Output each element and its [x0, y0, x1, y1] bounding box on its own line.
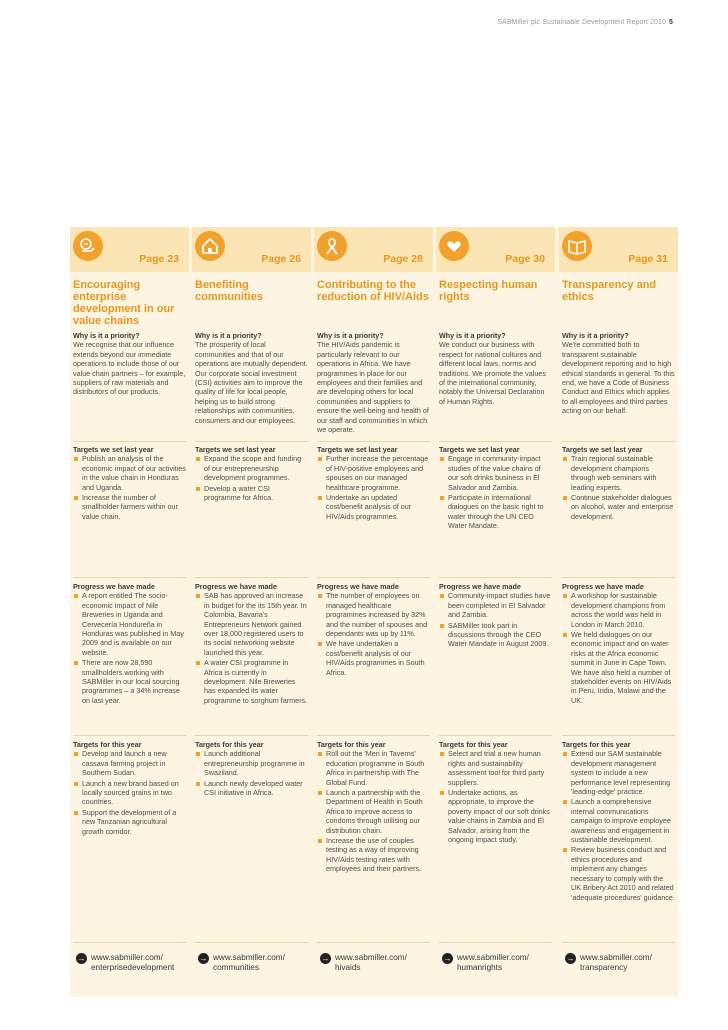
link-url: www.sabmiller.com/ enterprisedevelopment [91, 953, 175, 972]
arrow-right-icon [198, 953, 209, 964]
heart-hand-icon [439, 231, 469, 261]
targets-this-list [439, 749, 552, 844]
targets-last-year-section [314, 445, 433, 522]
progress-list [195, 591, 308, 705]
list-item: SAB has approved an increase in budget for the its 15th year. In Colombia, Bavaria's Entrepreneurs Network gained over 18,000 registered users to its social networking website launched this year. [195, 591, 308, 657]
list-item: Launch newly developed water CSI initiative in Africa. [195, 779, 308, 798]
divider [317, 577, 430, 578]
progress-list [73, 591, 186, 705]
column-header [559, 227, 678, 272]
targets-this-list [73, 749, 186, 836]
section-heading: Targets for this year [317, 740, 386, 749]
section-heading: Targets we set last year [73, 445, 154, 454]
targets-last-year-section [70, 445, 189, 522]
priority-column [314, 227, 433, 997]
section-heading: Targets we set last year [317, 445, 398, 454]
list-item: There are now 28,590 smallholders working with SABMiller in our local sourcing programmes – a 34% increase on last year. [73, 658, 186, 705]
page-reference[interactable]: Page 30 [505, 253, 545, 265]
progress-section [70, 582, 189, 706]
link-url: www.sabmiller.com/ transparency [580, 953, 652, 972]
list-item: Support the development of a new Tanzanian agricultural growth corridor. [73, 808, 186, 836]
page-reference[interactable]: Page 28 [383, 253, 423, 265]
column-header [314, 227, 433, 272]
targets-this-year-section [559, 740, 678, 903]
list-item: Develop and launch a new cassava farming project in Southern Sudan. [73, 749, 186, 777]
section-heading: Targets for this year [195, 740, 264, 749]
list-item: Expand the scope and funding of our entrepreneurship development programmes. [195, 454, 308, 482]
progress-section [314, 582, 433, 678]
arrow-right-icon [76, 953, 87, 964]
section-heading: Progress we have made [73, 582, 155, 591]
divider [195, 735, 308, 736]
list-item: Increase the number of smallholder farmers within our value chain. [73, 493, 186, 521]
link-url: www.sabmiller.com/ humanrights [457, 953, 529, 972]
section-heading: Why is it a priority? [317, 331, 384, 340]
section-text: We recognise that our influence extends beyond our immediate operations to include those of our value chain partners – for example, suppliers of raw materials and distributors of our products. [73, 340, 186, 397]
link-url: www.sabmiller.com/ hivaids [335, 953, 407, 972]
list-item: Undertake an updated cost/benefit analysis of our HIV/Aids programmes. [317, 493, 430, 521]
why-priority-section [70, 331, 189, 397]
website-link[interactable] [565, 953, 674, 973]
website-link[interactable] [198, 953, 307, 973]
targets-last-year-section [192, 445, 311, 503]
progress-list [439, 591, 552, 648]
coin-hand-icon [73, 231, 103, 261]
list-item: Train regional sustainable development champions through web seminars with leading experts. [562, 454, 675, 492]
list-item: The number of employees on managed healthcare programmes increased by 32% and the number of spouses and dependants was up by 11%. [317, 591, 430, 638]
divider [195, 942, 308, 943]
list-item: Launch a comprehensive internal communications campaign to improve employee awareness and engagement in sustainable development. [562, 797, 675, 844]
column-topic-heading: Respecting human rights [439, 279, 538, 303]
targets-this-year-section [70, 740, 189, 837]
report-header [497, 19, 673, 26]
list-item: SABMiller took part in discussions through the CEO Water Mandate in August 2009. [439, 621, 552, 649]
section-heading: Targets for this year [73, 740, 142, 749]
priority-column [436, 227, 555, 997]
divider [73, 441, 186, 442]
list-item: A workshop for sustainable development champions from across the world was held in London in March 2010. [562, 591, 675, 629]
section-heading: Targets we set last year [439, 445, 520, 454]
section-heading: Why is it a priority? [195, 331, 262, 340]
arrow-right-icon [442, 953, 453, 964]
divider [439, 735, 552, 736]
divider [73, 735, 186, 736]
divider [73, 942, 186, 943]
page-reference[interactable]: Page 23 [139, 253, 179, 265]
targets-this-year-section [192, 740, 311, 798]
divider [562, 942, 675, 943]
list-item: Review business conduct and ethics procedures and implement any changes necessary to comply with the UK Bribery Act 2010 and related 'adequate procedures' guidance. [562, 845, 675, 901]
column-header [70, 227, 189, 272]
website-link[interactable] [320, 953, 429, 973]
progress-section [559, 582, 678, 706]
list-item: Extend our SAM sustainable development management system to include a new performance level representing 'leading-edge' practice. [562, 749, 675, 796]
list-item: Launch a partnership with the Department of Health in South Africa to improve access to condoms through utilising our distribution chain. [317, 788, 430, 835]
targets-last-year-section [559, 445, 678, 522]
column-topic-heading: Benefiting communities [195, 279, 263, 303]
ribbon-icon [317, 231, 347, 261]
website-link[interactable] [76, 953, 185, 973]
book-icon [562, 231, 592, 261]
divider [195, 441, 308, 442]
divider [317, 942, 430, 943]
column-topic-heading: Transparency and ethics [562, 279, 657, 303]
list-item: Develop a water CSI programme for Africa. [195, 484, 308, 503]
divider [562, 441, 675, 442]
divider [195, 577, 308, 578]
list-item: Publish an analysis of the economic impact of our activities in the value chain in Honduras and Uganda. [73, 454, 186, 492]
section-heading: Why is it a priority? [73, 331, 140, 340]
targets-this-list [562, 749, 675, 902]
targets-last-list [317, 454, 430, 521]
divider [73, 577, 186, 578]
progress-section [436, 582, 555, 650]
why-priority-section [192, 331, 311, 425]
divider [562, 577, 675, 578]
page-reference[interactable]: Page 31 [628, 253, 668, 265]
arrow-right-icon [565, 953, 576, 964]
section-heading: Targets for this year [562, 740, 631, 749]
why-priority-section [314, 331, 433, 434]
list-item: A report entitled The socio-economic impact of Nile Breweries in Uganda and Cervecería Hondureña in Honduras was published in May 2009 and is available on our website. [73, 591, 186, 657]
targets-last-list [195, 454, 308, 502]
priority-column [70, 227, 189, 997]
list-item: We have undertaken a cost/benefit analysis of our HIV/Aids programmes in South Africa. [317, 639, 430, 677]
report-title: SABMiller plc Sustainable Development Report 2010 [497, 19, 666, 26]
section-heading: Progress we have made [195, 582, 277, 591]
list-item: Community-impact studies have been completed in El Salvador and Zambia. [439, 591, 552, 619]
targets-last-list [562, 454, 675, 521]
section-heading: Progress we have made [439, 582, 521, 591]
priority-column [559, 227, 678, 997]
section-heading: Why is it a priority? [562, 331, 629, 340]
list-item: Engage in community-impact studies of the value chains of our soft drinks business in El Salvador and Zambia. [439, 454, 552, 492]
targets-this-list [317, 749, 430, 873]
targets-last-year-section [436, 445, 555, 532]
targets-this-year-section [436, 740, 555, 845]
section-text: We're committed both to transparent sustainable development reporting and to high ethical standards in general. To this end, we have a Code of Business Conduct and Ethics which applies to all employees and third parties acting on our behalf. [562, 340, 675, 416]
section-heading: Targets we set last year [562, 445, 643, 454]
column-header [436, 227, 555, 272]
divider [439, 942, 552, 943]
divider [439, 577, 552, 578]
priority-column [192, 227, 311, 997]
list-item: Increase the use of couples testing as a way of improving HIV/Aids testing rates with employees and their partners. [317, 836, 430, 874]
website-link[interactable] [442, 953, 551, 973]
progress-list [317, 591, 430, 677]
page-reference[interactable]: Page 26 [261, 253, 301, 265]
divider [562, 735, 675, 736]
targets-this-year-section [314, 740, 433, 875]
section-heading: Why is it a priority? [439, 331, 506, 340]
section-text: The prosperity of local communities and that of our operations are mutually dependent. Our corporate social investment (CSI) activities aim to improve the quality of life for local people, helping us to build strong relationships with communities, consumers and our employees. [195, 340, 308, 425]
divider [317, 735, 430, 736]
section-text: The HIV/Aids pandemic is particularly relevant to our operations in Africa. We have programmes in place for our employees and their families and are developing others for local communities and suppliers to ensure the well-being and health of our staff and communities in which we operate. [317, 340, 429, 435]
section-text: We conduct our business with respect for national cultures and different local laws, norms and traditions. We promote the values of the international community, notably the Universal Declaration of Human Rights. [439, 340, 546, 406]
list-item: Select and trial a new human rights and sustainability assessment tool for third party suppliers. [439, 749, 552, 787]
list-item: Undertake actions, as appropriate, to improve the poverty impact of our soft drinks value chains in Zambia and El Salvador, arising from the ongoing impact study. [439, 788, 552, 844]
page-number: 5 [669, 19, 673, 26]
targets-last-list [439, 454, 552, 530]
link-url: www.sabmiller.com/ communities [213, 953, 285, 972]
list-item: We held dialogues on our economic impact and on water risks at the Africa economic summit in June in Cape Town. We have also held a number of stakeholder events on HIV/Aids in Peru, India, Malawi and the UK. [562, 630, 675, 705]
section-heading: Progress we have made [317, 582, 399, 591]
progress-section [192, 582, 311, 706]
divider [317, 441, 430, 442]
section-heading: Targets we set last year [195, 445, 276, 454]
list-item: Further increase the percentage of HIV-positive employees and spouses on our managed healthcare programme. [317, 454, 430, 492]
column-header [192, 227, 311, 272]
why-priority-section [436, 331, 555, 406]
divider [439, 441, 552, 442]
why-priority-section [559, 331, 678, 416]
column-topic-heading: Encouraging enterprise development in our value chains [73, 279, 175, 327]
house-icon [195, 231, 225, 261]
progress-list [562, 591, 675, 705]
column-topic-heading: Contributing to the reduction of HIV/Aids [317, 279, 429, 303]
list-item: Participate in international dialogues on the basic right to water through the UN CEO Water Mandate. [439, 493, 552, 531]
list-item: Launch a new brand based on locally sourced grains in two countries. [73, 779, 186, 807]
list-item: A water CSI programme in Africa is currently in development. Nile Breweries has expanded its water programme to sorghum farmers. [195, 658, 308, 705]
list-item: Continue stakeholder dialogues on alcohol, water and enterprise development. [562, 493, 675, 521]
targets-this-list [195, 749, 308, 797]
section-heading: Targets for this year [439, 740, 508, 749]
section-heading: Progress we have made [562, 582, 644, 591]
targets-last-list [73, 454, 186, 521]
arrow-right-icon [320, 953, 331, 964]
list-item: Roll out the 'Men in Taverns' education programme in South Africa in partnership with The Global Fund. [317, 749, 430, 787]
list-item: Launch additional entrepreneurship programme in Swaziland. [195, 749, 308, 777]
